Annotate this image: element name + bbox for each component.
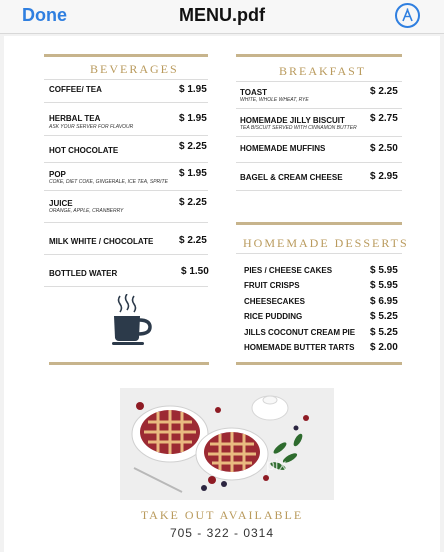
divider (44, 286, 208, 287)
divider (44, 190, 208, 191)
divider (44, 162, 208, 163)
divider (236, 81, 402, 82)
divider (236, 162, 402, 163)
dessert-price: $ 2.00 (370, 342, 398, 353)
dessert-name: RICE PUDDING (244, 312, 303, 321)
item-name: HOT CHOCOLATE (49, 146, 119, 155)
item-name: JUICE (49, 199, 73, 208)
dessert-price: $ 5.25 (370, 311, 398, 322)
item-price: $ 2.25 (179, 141, 207, 152)
item-note: ORANGE, APPLE, CRANBERRY (49, 208, 124, 214)
divider (44, 135, 208, 136)
item-price: $ 1.95 (179, 168, 207, 179)
item-name: HERBAL TEA (49, 114, 101, 123)
pdf-page[interactable] (4, 36, 440, 552)
beverages-bottom-rule (49, 362, 209, 365)
item-price: $ 2.50 (370, 143, 398, 154)
item-note: ASK YOUR SERVER FOR FLAVOUR (49, 124, 134, 130)
divider (236, 136, 402, 137)
desserts-heading: HOMEMADE DESSERTS (243, 236, 409, 250)
item-name: BAGEL & CREAM CHEESE (240, 173, 343, 182)
dessert-name: JILLS COCONUT CREAM PIE (244, 328, 356, 337)
breakfast-heading: BREAKFAST (279, 64, 367, 78)
item-name: MILK WHITE / CHOCOLATE (49, 237, 154, 246)
item-price: $ 1.95 (179, 84, 207, 95)
beverages-heading: BEVERAGES (90, 62, 179, 76)
beverages-top-rule (44, 54, 208, 57)
item-note: COKE, DIET COKE, GINGERALE, ICE TEA, SPRITE (49, 179, 168, 185)
item-price: $ 2.95 (370, 171, 398, 182)
dessert-name: CHEESECAKES (244, 297, 305, 306)
item-note: TEA BISCUIT SERVED WITH CINNAMON BUTTER (240, 125, 357, 131)
done-button[interactable]: Done (22, 5, 67, 25)
coffee-cup-icon (110, 294, 156, 346)
dessert-name: HOMEMADE BUTTER TARTS (244, 343, 355, 352)
dessert-price: $ 5.95 (370, 280, 398, 291)
item-name: POP (49, 170, 66, 179)
item-price: $ 1.50 (181, 266, 209, 277)
divider (236, 108, 402, 109)
dessert-name: PIES / CHEESE CAKES (244, 266, 333, 275)
item-price: $ 2.25 (179, 197, 207, 208)
divider (44, 222, 208, 223)
item-price: $ 2.75 (370, 113, 398, 124)
item-price: $ 2.25 (179, 235, 207, 246)
divider (236, 190, 402, 191)
item-name: HOMEMADE JILLY BISCUIT (240, 116, 345, 125)
markup-button[interactable] (395, 3, 420, 28)
item-name: COFFEE/ TEA (49, 85, 102, 94)
document-title: MENU.pdf (179, 5, 265, 25)
item-price: $ 1.95 (179, 113, 207, 124)
divider (236, 253, 402, 254)
divider (44, 254, 208, 255)
item-name: TOAST (240, 88, 267, 97)
markup-pen-icon (400, 8, 415, 23)
item-note: WHITE, WHOLE WHEAT, RYE (240, 97, 309, 103)
divider (44, 102, 208, 103)
item-name: HOMEMADE MUFFINS (240, 144, 326, 153)
dessert-price: $ 6.95 (370, 296, 398, 307)
desserts-top-rule (236, 222, 402, 225)
takeout-label: TAKE OUT AVAILABLE (140, 508, 304, 522)
dessert-name: FRUIT CRISPS (244, 281, 300, 290)
pies-photo (120, 388, 334, 500)
nav-bar (0, 0, 444, 34)
phone-number[interactable]: 705 - 322 - 0314 (169, 526, 275, 540)
watermark: pix (266, 457, 287, 474)
dessert-price: $ 5.95 (370, 265, 398, 276)
breakfast-top-rule (236, 54, 402, 57)
dessert-price: $ 5.25 (370, 327, 398, 338)
divider (44, 79, 208, 80)
item-name: BOTTLED WATER (49, 269, 118, 278)
desserts-bottom-rule (236, 362, 402, 365)
item-price: $ 2.25 (370, 86, 398, 97)
